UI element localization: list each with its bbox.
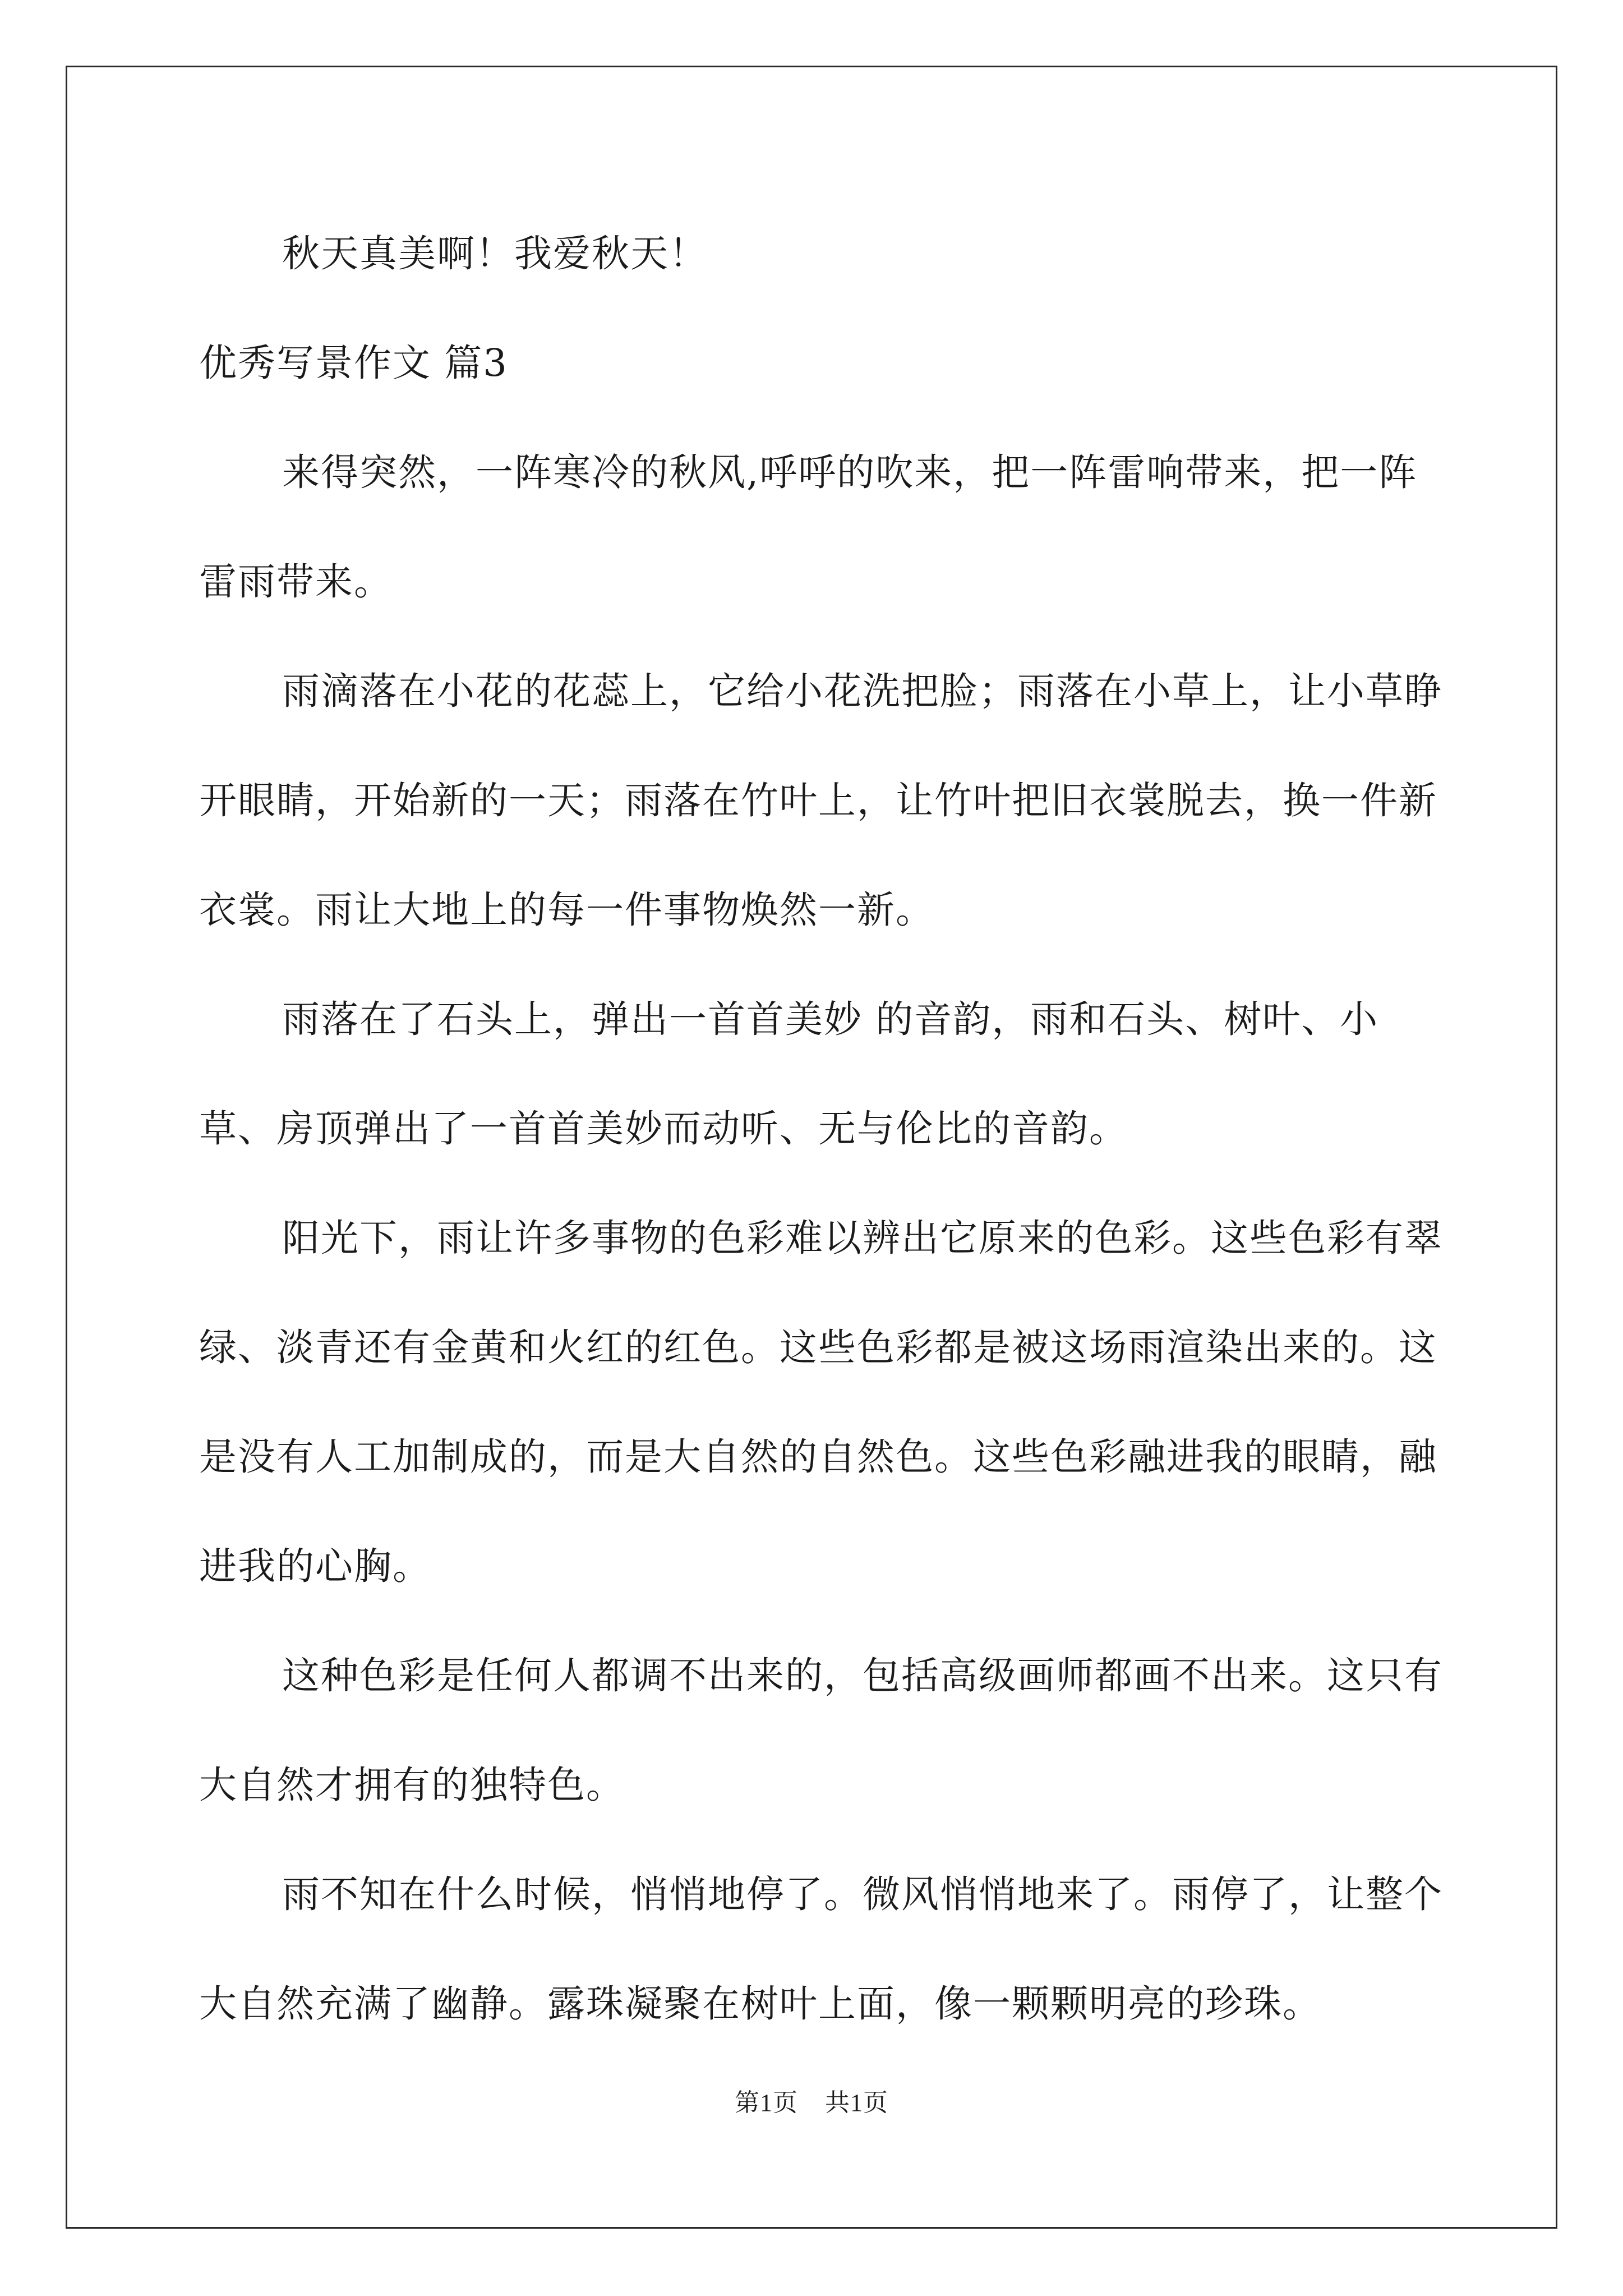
paragraph: 雨滴落在小花的花蕊上，它给小花洗把脸；雨落在小草上，让小草睁开眼睛，开始新的一天；雨落在竹叶上，让竹叶把旧衣裳脱去，换一件新衣裳。雨让大地上的每一件事物焕然一新。 <box>199 669 1443 932</box>
document-body <box>199 199 1444 2059</box>
paragraph: 雨落在了石头上，弹出一首首美妙 的音韵，雨和石头、树叶、小草、房顶弹出了一首首美妙而动听、无与伦比的音韵。 <box>199 997 1379 1151</box>
paragraph: 阳光下，雨让许多事物的色彩难以辨出它原来的色彩。这些色彩有翠绿、淡青还有金黄和火红的红色。这些色彩都是被这场雨渲染出来的。这是没有人工加制成的，而是大自然的自然色。这些色彩融进我的眼睛，融进我的心胸。 <box>199 1216 1443 1588</box>
section-heading: 优秀写景作文 篇3 <box>199 341 508 385</box>
page-total: 共1页 <box>825 2089 888 2116</box>
paragraph: 雨不知在什么时候，悄悄地停了。微风悄悄地来了。雨停了，让整个大自然充满了幽静。露珠凝聚在树叶上面，像一颗颗明亮的珍珠。 <box>199 1872 1443 2026</box>
page-footer <box>0 2082 1623 2118</box>
paragraph: 来得突然，一阵寒冷的秋风,呼呼的吹来，把一阵雷响带来，把一阵雷雨带来。 <box>199 450 1418 604</box>
paragraph: 这种色彩是任何人都调不出来的，包括高级画师都画不出来。这只有大自然才拥有的独特色。 <box>199 1654 1443 1807</box>
page-number: 第1页 <box>735 2089 798 2116</box>
paragraph: 秋天真美啊！我爱秋天！ <box>282 232 708 275</box>
